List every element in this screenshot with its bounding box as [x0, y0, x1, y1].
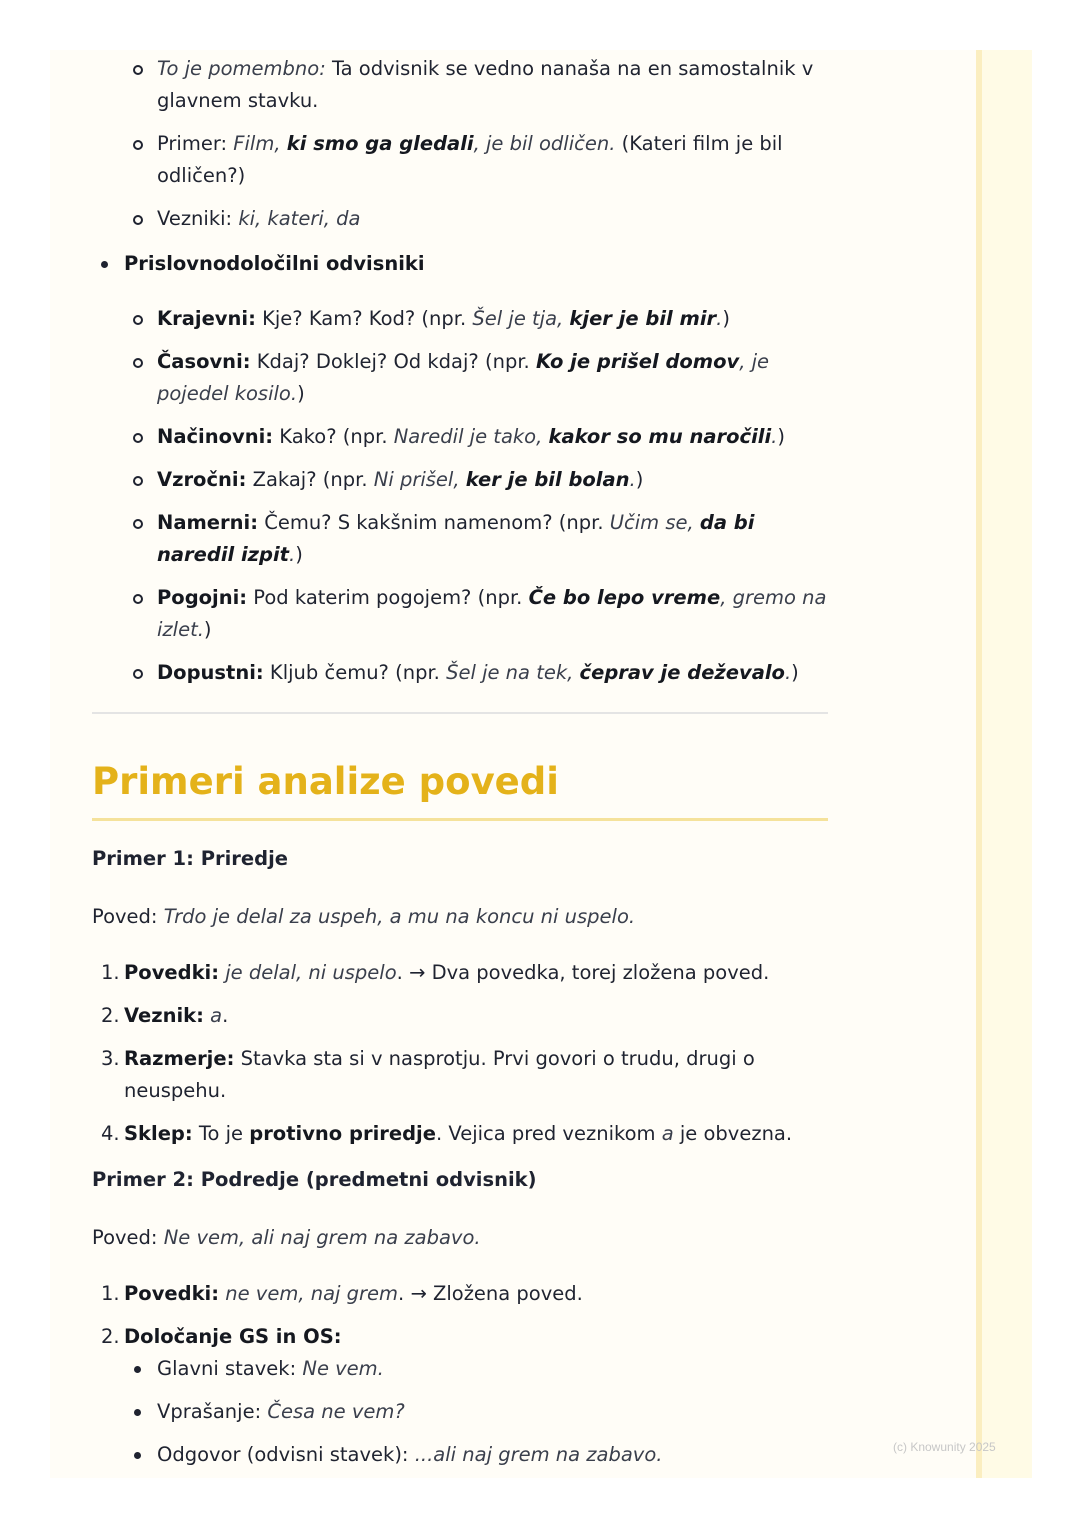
list-item: Glavni stavek: Ne vem. [124, 1353, 828, 1385]
example1-steps [92, 957, 828, 1150]
list-item: To je pomembno: Ta odvisnik se vedno nanaša na en samostalnik v glavnem stavku. [92, 53, 828, 117]
list-item: Vezniki: ki, kateri, da [92, 203, 828, 235]
example1-sentence: Poved: Trdo je delal za uspeh, a mu na koncu ni uspelo. [92, 905, 636, 928]
list-item: Vzročni: Zakaj? (npr. Ni prišel, ker je bil bolan.) [92, 464, 828, 496]
list-item: Časovni: Kdaj? Doklej? Od kdaj? (npr. Ko je prišel domov, je pojedel kosilo.) [92, 346, 828, 410]
horizontal-divider [92, 712, 828, 714]
list-item: 2. Veznik: a. [101, 1004, 229, 1027]
list-item: Pogojni: Pod katerim pogojem? (npr. Če bo lepo vreme, gremo na izlet.) [92, 582, 828, 646]
list-item: Krajevni: Kje? Kam? Kod? (npr. Šel je tja, kjer je bil mir.) [92, 303, 828, 335]
right-margin-strip [976, 50, 1032, 1478]
example2-title: Primer 2: Podredje (predmetni odvisnik) [92, 1168, 537, 1191]
adverbial-section [92, 248, 828, 689]
list-item: Načinovni: Kako? (npr. Naredil je tako, kakor so mu naročili.) [92, 421, 828, 453]
list-item [92, 248, 828, 689]
example1-title: Primer 1: Priredje [92, 847, 288, 870]
example2-substeps [124, 1353, 828, 1471]
list-item: 4. Sklep: To je protivno priredje. Vejica pred veznikom a je obvezna. [101, 1122, 793, 1145]
right-margin-rule [976, 50, 982, 1478]
intro-list [92, 53, 828, 235]
adverbial-title: Prislovnodoločilni odvisniki [124, 252, 425, 275]
example2-sentence: Poved: Ne vem, ali naj grem na zabavo. [92, 1226, 481, 1249]
section-title-underline [92, 818, 828, 821]
list-item: Primer: Film, ki smo ga gledali, je bil odličen. (Kateri film je bil odličen?) [92, 128, 828, 192]
list-item: 1. Povedki: je delal, ni uspelo. → Dva povedka, torej zložena poved. [101, 961, 770, 984]
list-item: Dopustni: Kljub čemu? (npr. Šel je na tek, čeprav je deževalo.) [92, 657, 828, 689]
copyright-footer: (c) Knowunity 2025 [893, 1440, 996, 1454]
list-item: Vprašanje: Česa ne vem? [124, 1396, 828, 1428]
list-item: Odgovor (odvisni stavek): ...ali naj grem na zabavo. [124, 1439, 828, 1471]
adverbial-list [92, 303, 828, 689]
list-item: 3. Razmerje: Stavka sta si v nasprotju. Prvi govori o trudu, drugi o neuspehu. [101, 1047, 755, 1102]
example2-steps [92, 1278, 828, 1471]
list-item: Namerni: Čemu? S kakšnim namenom? (npr. Učim se, da bi naredil izpit.) [92, 507, 828, 571]
list-item: 1. Povedki: ne vem, naj grem. → Zložena poved. [101, 1282, 583, 1305]
section-title: Primeri analize povedi [92, 760, 559, 803]
document-content [92, 50, 828, 1482]
list-item: 2. Določanje GS in OS: Glavni stavek: Ne vem. Vprašanje: Česa ne vem? Odgovor (odvisni stavek): ...ali naj grem na zabavo. [92, 1321, 828, 1471]
